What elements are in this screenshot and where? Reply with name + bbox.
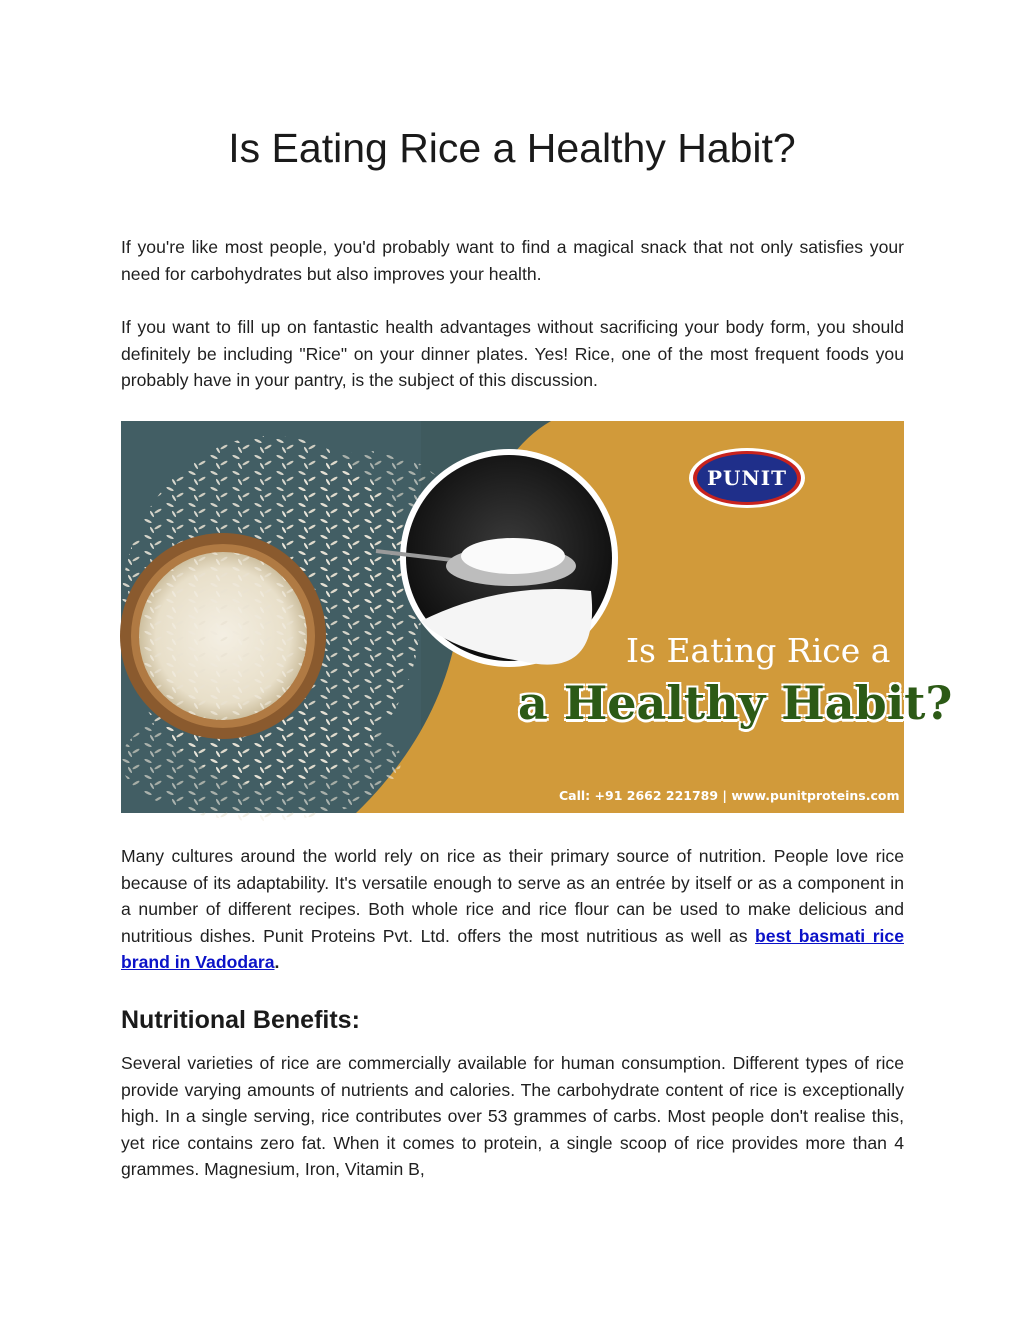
section-heading: Nutritional Benefits: bbox=[121, 1006, 360, 1034]
second-paragraph: If you want to fill up on fantastic health advantages without sacrificing your body form, you should definitely be including "Rice" on your dinner plates. Yes! Rice, one of the most frequent foods you probably have in your pantry, is the subject of this discussion. bbox=[121, 317, 904, 390]
third-paragraph-text: Many cultures around the world rely on rice as their primary source of nutrition. People love rice because of its adaptability. It's versatile enough to serve as an entrée by itself or as a component in a number of different recipes. Both whole rice and rice flour can be used to make delicious and nutritious dishes. Punit Proteins Pvt. Ltd. offers the most nutritious as well as bbox=[121, 846, 904, 946]
punit-logo-text: PUNIT bbox=[707, 466, 787, 490]
nutrition-paragraph: Several varieties of rice are commercially available for human consumption. Different types of rice provide varying amounts of nutrients and calories. The carbohydrate content of rice is exceptionally high. In a single serving, rice contributes over 53 grammes of carbs. Most people don't realise this, yet rice contains zero fat. When it comes to protein, a single scoop of rice provides more than 4 grammes. Magnesium, Iron, Vitamin B, bbox=[121, 1053, 904, 1179]
intro-paragraph: If you're like most people, you'd probably want to find a magical snack that not only satisfies your need for carbohydrates but also improves your health. bbox=[121, 237, 904, 284]
rice-banner-image bbox=[121, 421, 953, 813]
page-title: Is Eating Rice a Healthy Habit? bbox=[228, 125, 796, 171]
third-paragraph-end: . bbox=[274, 952, 280, 972]
basmati-rice-link[interactable]: best basmati rice brand in Vadodara bbox=[121, 925, 904, 972]
banner-headline-line2: a Healthy Habit? bbox=[518, 676, 953, 730]
banner-contact: Call: +91 2662 221789 | www.punitproteins.com bbox=[559, 788, 900, 803]
banner-headline-line1: Is Eating Rice a bbox=[626, 631, 891, 670]
third-paragraph bbox=[121, 843, 904, 976]
punit-logo bbox=[688, 447, 806, 509]
